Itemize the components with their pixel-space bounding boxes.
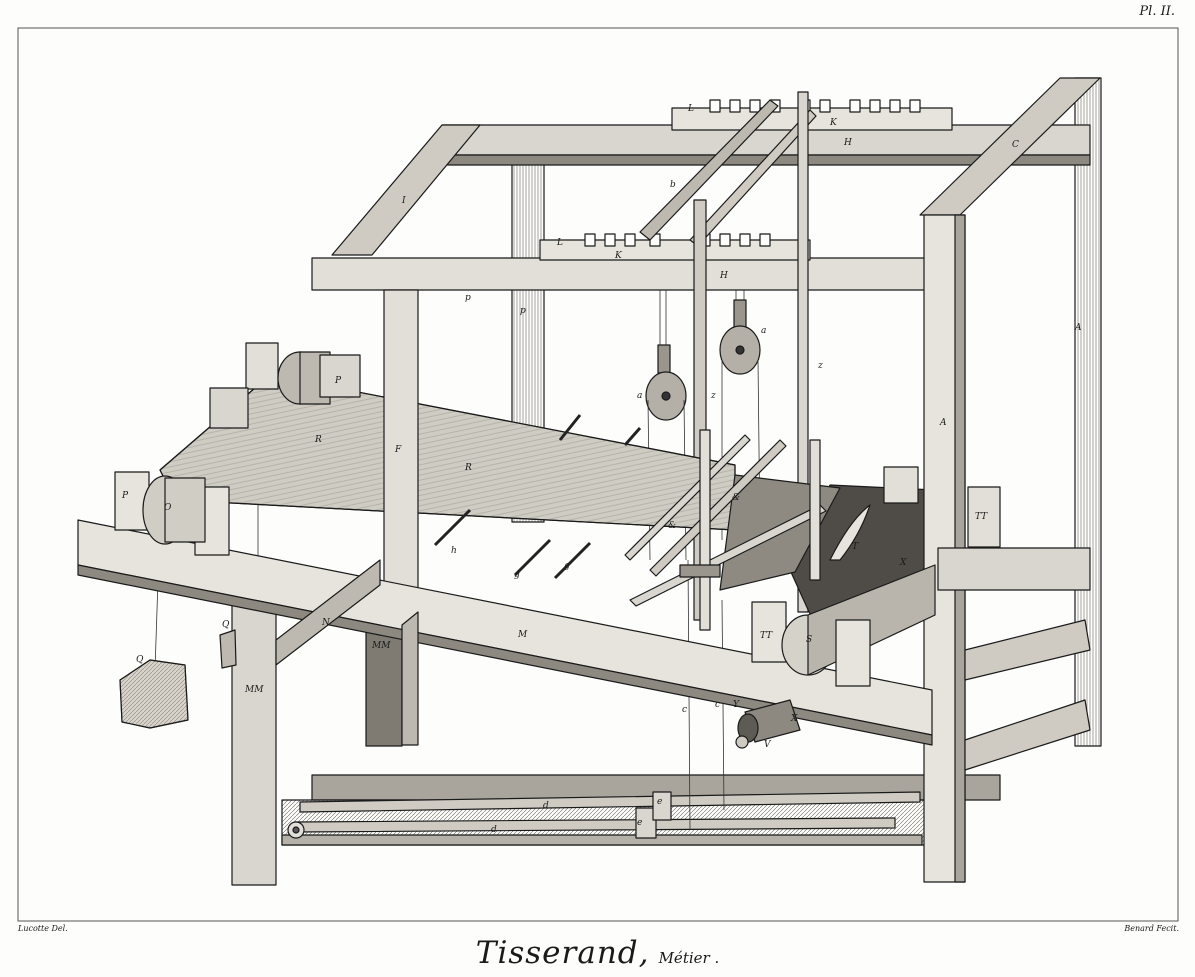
pulley-left <box>646 345 686 420</box>
label-amp2: & <box>732 493 741 503</box>
label-R2: R <box>465 463 472 473</box>
top-left-side-beam <box>332 125 480 255</box>
label-e2: e <box>637 818 643 828</box>
plate-title <box>0 935 1195 971</box>
label-H2: H <box>720 271 728 281</box>
title-sub: Métier . <box>658 949 720 967</box>
label-g1: g <box>514 570 520 580</box>
label-T: T <box>852 542 859 552</box>
label-p1: p <box>465 293 471 303</box>
top-front-beam <box>312 258 930 290</box>
label-V: V <box>764 740 771 750</box>
credit-right: Benard Fecit. <box>1124 924 1179 933</box>
label-R1: R <box>315 435 322 445</box>
label-K1: K <box>830 118 837 128</box>
label-O: O <box>164 503 172 513</box>
label-Q1: Q <box>222 620 230 630</box>
label-P: P <box>335 376 342 386</box>
treadle-frame <box>282 775 1000 845</box>
label-d1: d <box>543 801 549 811</box>
label-c2: c <box>715 700 721 710</box>
label-S: S <box>806 635 813 645</box>
label-O-P: P <box>122 491 129 501</box>
label-F: F <box>395 445 402 455</box>
label-A2: A <box>940 418 947 428</box>
label-K2: K <box>615 251 622 261</box>
label-MM1: MM <box>372 641 391 651</box>
label-A1: A <box>1075 323 1082 333</box>
label-h: h <box>451 546 457 556</box>
plate-number: Pl. II. <box>1139 4 1175 19</box>
label-H1: H <box>844 138 852 148</box>
label-TT2: TT <box>760 631 773 641</box>
label-MM2: MM <box>245 685 264 695</box>
weight-stone-q <box>120 660 188 728</box>
label-L2: L <box>557 238 563 248</box>
weight-stone-q2 <box>220 630 236 668</box>
label-L1: L <box>688 104 694 114</box>
credit-left: Lucotte Del. <box>18 924 68 933</box>
label-c1: c <box>682 705 688 715</box>
label-e1: e <box>657 797 663 807</box>
pulley-right <box>720 300 760 374</box>
label-Q2: Q <box>136 655 144 665</box>
label-C: C <box>1012 140 1019 150</box>
label-a2: a <box>761 326 767 336</box>
label-z1: z <box>818 361 823 371</box>
title-main: Tisserand, <box>475 935 650 971</box>
label-Y: Y <box>733 700 739 710</box>
label-g2: g <box>564 561 570 571</box>
side-beam-right <box>938 548 1090 590</box>
label-d2: d <box>491 825 497 835</box>
label-N: N <box>322 618 330 628</box>
label-M: M <box>518 630 528 640</box>
label-p2: p <box>520 306 526 316</box>
front-left-post <box>384 290 418 597</box>
label-I: I <box>402 196 406 206</box>
label-TT1: TT <box>975 512 988 522</box>
front-left-lower-post <box>232 582 276 885</box>
label-amp1: & <box>668 521 677 531</box>
label-a1: a <box>637 391 643 401</box>
label-X: X <box>900 558 907 568</box>
label-b: b <box>670 180 676 190</box>
label-X2: X <box>791 714 798 724</box>
label-z2: z <box>711 391 716 401</box>
